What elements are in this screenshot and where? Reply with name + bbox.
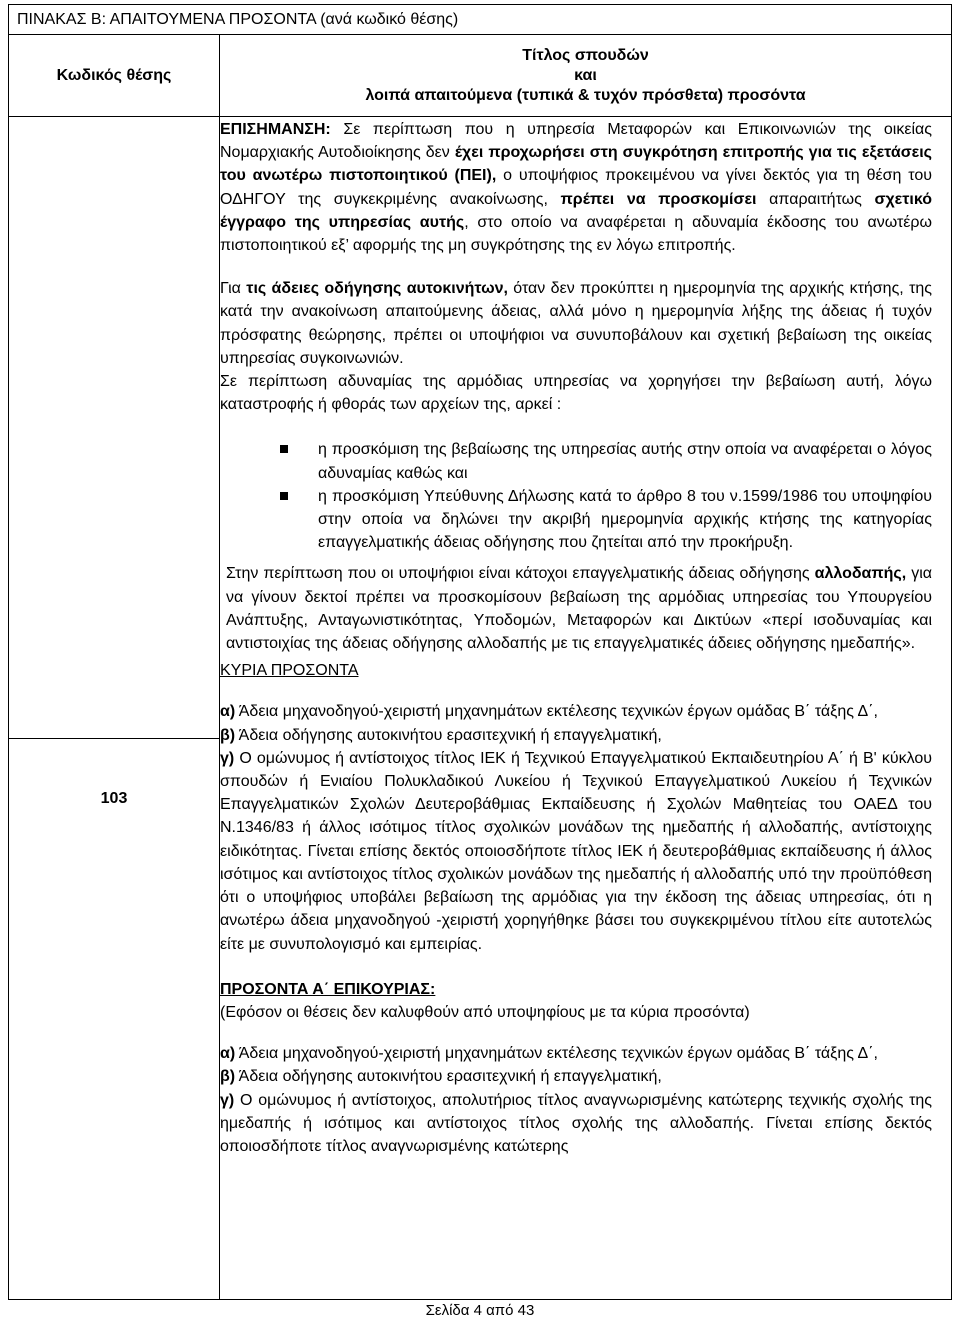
main-qual-a [220,700,932,723]
page-footer: Σελίδα 4 από 43 [425,1302,535,1319]
foreign-paragraph [220,562,932,655]
notice-label: ΕΠΙΣΗΜΑΝΣΗ: [220,121,331,138]
notice-paragraph [220,118,932,257]
notice-text: ο υποψήφιος προκειμένου να γίνει δεκτός για τη θέση του ΟΔΗΓΟΥ της συγκεκριμένης ανακοίνωσης, [220,167,932,208]
item-text: Άδεια μηχανοδηγού-χειριστή μηχανημάτων εκτέλεσης τεχνικών έργων ομάδας Β΄ τάξης Δ΄, [235,703,878,721]
main-qual-b [220,724,932,747]
notice-bold: πρέπει να προσκομίσει [560,190,757,208]
column-header-code: Κωδικός θέσης [56,67,172,84]
licenses-paragraph [220,277,932,370]
foreign-bold: αλλοδαπής, [814,565,907,583]
item-text: Ο ομώνυμος ή αντίστοιχος τίτλος ΙΕΚ ή Τεχνικού Επαγγελματικού Εκπαιδευτηρίου Α΄ ή Β' κύκλου σπουδών ή Ενιαίου Πολυκλαδικού Λυκείου ή Τεχνικού Επαγγελματικού Λυκείου ή Τεχνικών Επαγγελματικών Σχολών Δευτεροβάθμιας Εκπαίδευσης ή Σχολών Μαθητείας του ΟΑΕΔ του Ν.1346/83 ή άλλος ισότιμος τίτλος σχολικών μονάδων της ημεδαπής ή αλλοδαπής, αντίστοιχης ειδικότητας. Γίνεται επίσης δεκτός οποιοσδήποτε τίτλος ΙΕΚ ή δευτεροβάθμιας εκπαίδευσης ή άλλος ισότιμος και αντίστοιχος τίτλος σχολικών μονάδων της ημεδαπής ή αλλοδαπής υπό την προϋπόθεση ότι ο υποψήφιος υποβάλει βεβαίωση της αρμόδιας για την έκδοση της άδειας υπηρεσίας, ότι η ανωτέρω άδεια μηχανοδηγού -χειριστή χορηγήθηκε βάσει του συγκεκριμένου τίτλου είτε αυτοτελώς είτε με συνυπολογισμό και εμπειρίας. [220,749,932,953]
item-text: Άδεια οδήγησης αυτοκινήτου ερασιτεχνική ή επαγγελματική, [235,726,662,744]
item-text: Ο ομώνυμος ή αντίστοιχος, απολυτήριος τίτλος αναγνωρισμένης κατώτερης τεχνικής σχολής της ημεδαπής ή ισότιμος και αντίστοιχος τίτλος σχολής της αλλοδαπής. Γίνεται επίσης δεκτός οποιοσδήποτε τίτλος αναγνωρισμένης κατώτερης [220,1091,932,1155]
bullet-text: η προσκόμιση της βεβαίωσης της υπηρεσίας αυτής στην οποία να αναφέρεται ο λόγος αδυναμίας καθώς και [318,441,932,482]
aux-quals-heading: ΠΡΟΣΟΝΤΑ Α΄ ΕΠΙΚΟΥΡΙΑΣ: [220,980,436,998]
licenses-text: όταν δεν προκύπτει η ημερομηνία της αρχικής κτήσης, της κατά την ανακοίνωση απαιτούμενης άδειας, αλλά μόνο η ημερομηνία λήξης της άδειας ή τυχόν πρόσφατης θεώρησης, πρέπει οι υποψήφιοι να συνυποβάλουν και σχετική βεβαίωση της οικείας υπηρεσίας συγκοινωνιών. [220,280,933,367]
notice-bold: έχει προχωρήσει στη συγκρότηση επιτροπής για τις εξετάσεις του ανωτέρω πιστοποιητικού (ΠΕΙ), [220,144,932,185]
bullet-square-icon [280,492,288,500]
bullet-square-icon [280,445,288,453]
notice-text: Σε περίπτωση που η υπηρεσία Μεταφορών και Επικοινωνιών της οικείας Νομαρχιακής Αυτοδιοίκησης δεν [220,121,932,162]
item-label: γ) [220,749,235,767]
licenses-text: Για [220,280,247,298]
notice-text: απαραιτήτως [756,190,875,208]
bullet-item [220,438,932,484]
item-label: β) [220,1068,236,1086]
foreign-text: Στην περίπτωση που οι υποψήφιοι είναι κάτοχοι επαγγελματικής άδειας οδήγησης [226,565,815,583]
item-label: β) [220,726,236,744]
item-label: α) [220,1045,236,1063]
column-header-title [220,35,951,117]
bullet-item [220,485,932,555]
licenses-bold: τις άδειες οδήγησης αυτοκινήτων, [246,280,508,298]
foreign-text: για να γίνουν δεκτοί πρέπει να προσκομίσουν βεβαίωση της αρμόδιας υπηρεσίας του Υπουργείου Ανάπτυξης, Ανταγωνιστικότητας, Υποδομών, Μεταφορών και Δικτύων «περί ισοδυναμίας και αντιστοιχίας της άδειας οδήγησης αλλοδαπής με τις επαγγελματικές άδειες οδήγησης ημεδαπής». [226,565,933,653]
item-label: α) [220,703,236,721]
aux-qual-a [220,1042,932,1065]
main-qual-c [220,747,932,956]
aux-qual-b [220,1065,932,1088]
qualifications-content [220,118,932,1158]
aux-quals-note: (Εφόσον οι θέσεις δεν καλυφθούν από υποψηφίους με τα κύρια προσόντα) [220,1003,750,1021]
notice-text: , στο οποίο να αναφέρεται η αδυναμία έκδοσης του ανωτέρω πιστοποιητικού εξ’ αφορμής της μη συγκρότησης της εν λόγω επιτροπής. [220,213,933,255]
item-text: Άδεια μηχανοδηγού-χειριστή μηχανημάτων εκτέλεσης τεχνικών έργων ομάδας Β΄ τάξης Δ΄, [235,1045,878,1063]
column-header-line: Τίτλος σπουδών [522,47,649,64]
table-title-row [9,5,951,35]
licenses-paragraph-2: Σε περίπτωση αδυναμίας της αρμόδιας υπηρεσίας να χορηγήσει την βεβαίωση αυτή, λόγω καταστροφής ή φθοράς των αρχείων της, αρκεί : [220,373,932,414]
bullet-text: η προσκόμιση Υπεύθυνης Δήλωσης κατά το άρθρο 8 του ν.1599/1986 του υποψηφίου στην οποία να δηλώνει την ακριβή ημερομηνία αρχικής κτήσης της κατηγορίας επαγγελματικής άδειας οδήγησης που ζητείται από την προκήρυξη. [318,487,932,552]
table-title: ΠΙΝΑΚΑΣ Β: ΑΠΑΙΤΟΥΜΕΝΑ ΠΡΟΣΟΝΤΑ (ανά κωδικό θέσης) [17,11,459,28]
item-text: Άδεια οδήγησης αυτοκινήτου ερασιτεχνική ή επαγγελματική, [235,1068,662,1086]
aux-qual-c [220,1089,932,1159]
main-quals-heading: ΚΥΡΙΑ ΠΡΟΣΟΝΤΑ [220,662,359,680]
position-code: 103 [100,790,128,807]
column-header-line: λοιπά απαιτούμενα (τυπικά & τυχόν πρόσθετα) προσόντα [365,87,806,104]
item-label: γ) [220,1091,235,1109]
notice-bold: σχετικό έγγραφο της υπηρεσίας αυτής [220,190,933,231]
column-header-line: και [574,67,597,84]
